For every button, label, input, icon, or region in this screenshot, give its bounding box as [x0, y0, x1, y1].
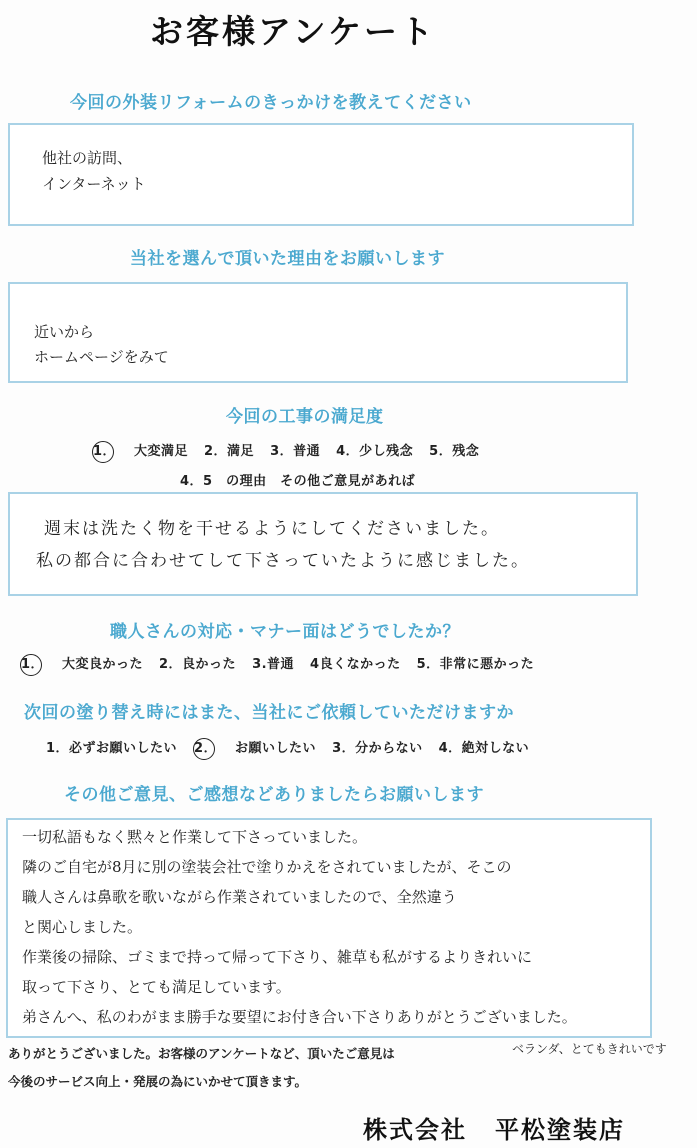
option-5: 5．非常に悪かった: [416, 657, 535, 672]
selected-option-circle: 1．: [20, 654, 42, 676]
question-3: 今回の工事の満足度: [226, 407, 384, 427]
footer-line-1: ありがとうございました。お客様のアンケートなど、頂いたご意見は: [8, 1046, 395, 1061]
answer-6-line-2: 隣のご自宅が8月に別の塗装会社で塗りかえをされていましたが、そこの: [22, 858, 512, 876]
answer-6-line-8: ベランダ、とてもきれいです: [512, 1042, 667, 1056]
option-2: 2．良かった: [159, 657, 237, 672]
company-signature: [363, 1110, 625, 1145]
answer-box-2: [8, 282, 628, 383]
repeat-options: [46, 737, 545, 760]
answer-box-6: [6, 818, 652, 1038]
selected-option-circle: 1．: [92, 441, 114, 463]
question-2: 当社を選んで頂いた理由をお願いします: [130, 249, 445, 269]
answer-6-line-5: 作業後の掃除、ゴミまで持って帰って下さり、雑草も私がするよりきれいに: [22, 948, 533, 966]
option-2: お願いしたい: [235, 741, 317, 756]
company-name: 平松塗装店: [495, 1116, 625, 1144]
survey-title: お客様アンケート: [150, 12, 437, 51]
answer-6-line-1: 一切私語もなく黙々と作業して下さっていました。: [22, 828, 368, 846]
company-type: 株式会社: [363, 1116, 467, 1144]
option-4: 4．絶対しない: [438, 741, 530, 756]
answer-6-line-7: 弟さんへ、私のわがまま勝手な要望にお付き合い下さりありがとうございました。: [22, 1008, 577, 1026]
answer-6-line-3: 職人さんは鼻歌を歌いながら作業されていましたので、全然違う: [22, 888, 457, 906]
option-1: 1．必ずお願いしたい: [46, 741, 178, 756]
option-1: 大変満足: [134, 444, 189, 459]
reason-label: 4．5 の理由 その他ご意見があれば: [180, 474, 416, 489]
footer-line-2: 今後のサービス向上・発展の為にいかせて頂きます。: [8, 1074, 308, 1089]
option-3: 3.普通: [252, 657, 295, 672]
option-3: 3．普通: [270, 444, 321, 459]
option-4: 4良くなかった: [310, 657, 401, 672]
option-3: 3．分からない: [332, 741, 423, 756]
answer-box-1: [8, 123, 634, 226]
manner-options: [20, 653, 550, 676]
answer-3-line-2: 私の都合に合わせてして下さっていたように感じました。: [36, 551, 530, 571]
option-4: 4．少し残念: [336, 444, 414, 459]
answer-2-line-1: 近いから: [34, 323, 95, 341]
answer-box-3: [8, 492, 638, 596]
answer-6-line-6: 取って下さり、とても満足しています。: [22, 978, 291, 996]
answer-6-line-4: と関心しました。: [22, 918, 143, 936]
question-5: 次回の塗り替え時にはまた、当社にご依頼していただけますか: [24, 703, 514, 723]
answer-2-line-2: ホームページをみて: [34, 348, 169, 366]
question-1: 今回の外装リフォームのきっかけを教えてください: [70, 93, 472, 113]
option-2: 2．満足: [204, 444, 255, 459]
answer-1-line-1: 他社の訪問、: [42, 149, 133, 167]
question-6: その他ご意見、ご感想などありましたらお願いします: [64, 785, 484, 805]
option-1: 大変良かった: [62, 657, 144, 672]
answer-3-line-1: 週末は洗たく物を干せるようにしてくださいました。: [44, 519, 500, 539]
selected-option-circle: 2．: [193, 738, 215, 760]
question-4: 職人さんの対応・マナー面はどうでしたか？: [110, 622, 460, 642]
satisfaction-options: [92, 440, 495, 463]
option-5: 5．残念: [429, 444, 480, 459]
answer-1-line-2: インターネット: [42, 175, 146, 193]
